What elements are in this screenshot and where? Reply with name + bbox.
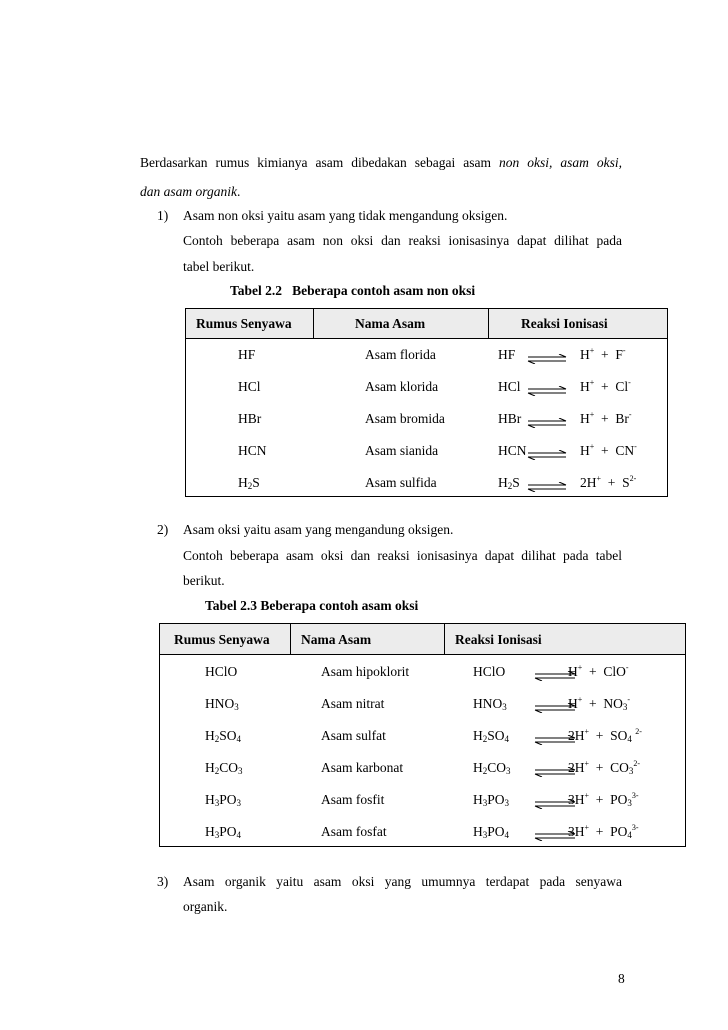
cell-name: Asam nitrat [321, 696, 385, 711]
item-3-line-1: Asam organik yaitu asam oksi yang umumnya terdapat pada senyawa [183, 874, 622, 889]
cell-formula: $H_3PO_3$ [205, 792, 242, 808]
cell-name: Asam sianida [365, 443, 439, 458]
item-3-line-2: organik. [183, 899, 228, 914]
cell-lhs: HF [498, 347, 516, 362]
cell-formula: HBr [238, 411, 262, 426]
item-1-text: Asam non oksi yaitu asam yang tidak mengandung oksigen. [183, 208, 508, 223]
cell-lhs: $H_3PO_3$ [473, 792, 510, 808]
cell-formula: $H_2S$ [238, 475, 260, 491]
header-reaksi-ionisasi: Reaksi Ionisasi [455, 632, 542, 647]
table-oksi [159, 623, 686, 847]
cell-rhs: H+ + Cl- [580, 378, 631, 394]
cell-formula: $H_2SO_4$ [205, 728, 242, 744]
table-2-3-title: Tabel 2.3 Beberapa contoh asam oksi [205, 598, 419, 613]
header-nama-asam: Nama Asam [301, 632, 372, 647]
cell-rhs: H+ + ClO- [568, 663, 629, 679]
cell-rhs: $3H^+ + PO_4^{3-}$ [568, 823, 639, 840]
cell-formula: $H_3PO_4$ [205, 824, 242, 840]
cell-name: Asam karbonat [321, 760, 404, 775]
header-nama-asam: Nama Asam [355, 316, 426, 331]
cell-formula: $HNO_3$ [205, 696, 239, 712]
cell-lhs: $H_2SO_4$ [473, 728, 510, 744]
cell-name: Asam fosfit [321, 792, 385, 807]
column-divider [488, 309, 489, 338]
item-2-desc-line-1: Contoh beberapa asam oksi dan reaksi ionisasinya dapat dilihat pada tabel [183, 548, 622, 563]
table-header [160, 624, 685, 655]
equilibrium-arrow [526, 480, 568, 496]
cell-lhs: HCl [498, 379, 521, 394]
table-non-oksi [185, 308, 668, 497]
cell-lhs: $H_2S$ [498, 475, 520, 491]
cell-name: Asam hipoklorit [321, 664, 410, 679]
item-2-desc-line-2: berikut. [183, 573, 225, 588]
equilibrium-arrow [526, 448, 568, 464]
intro-line-2 [140, 184, 240, 200]
cell-formula: HF [238, 347, 256, 362]
header-reaksi-ionisasi: Reaksi Ionisasi [521, 316, 608, 331]
cell-lhs: HCN [498, 443, 527, 458]
cell-rhs: $2H^+ + CO_3^{2-}$ [568, 759, 641, 776]
cell-name: Asam bromida [365, 411, 445, 426]
header-rumus-senyawa: Rumus Senyawa [174, 632, 270, 647]
cell-rhs: $3H^+ + PO_3^{3-}$ [568, 791, 639, 808]
cell-name: Asam fosfat [321, 824, 387, 839]
table-header [186, 309, 667, 339]
cell-formula: $H_2CO_3$ [205, 760, 243, 776]
header-rumus-senyawa: Rumus Senyawa [196, 316, 292, 331]
item-3-number: 3) [157, 874, 169, 889]
column-divider [444, 624, 445, 654]
item-1-desc-line-2: tabel berikut. [183, 259, 255, 274]
cell-lhs: $H_3PO_4$ [473, 824, 510, 840]
intro-text: Berdasarkan rumus kimianya asam dibedakan sebagai asam [140, 155, 491, 170]
cell-lhs: $H_2CO_3$ [473, 760, 511, 776]
cell-formula: HCN [238, 443, 267, 458]
cell-name: Asam sulfat [321, 728, 386, 743]
cell-rhs: $2H^+ + S^{2-}$ [580, 474, 637, 490]
equilibrium-arrow [526, 384, 568, 400]
cell-rhs: $H^+ + NO_3^-$ [568, 695, 631, 712]
intro-italic-organic: dan asam organik [140, 184, 237, 199]
intro-italic-terms: non oksi, asam oksi, [498, 155, 622, 170]
intro-line-1 [140, 155, 622, 171]
item-2-number: 2) [157, 522, 169, 537]
cell-name: Asam sulfida [365, 475, 437, 490]
cell-name: Asam florida [365, 347, 436, 362]
cell-lhs: HClO [473, 664, 506, 679]
intro-period: . [237, 184, 241, 199]
cell-rhs: H+ + F- [580, 346, 626, 362]
equilibrium-arrow [526, 416, 568, 432]
cell-formula: HClO [205, 664, 238, 679]
cell-lhs: $HNO_3$ [473, 696, 507, 712]
cell-name: Asam klorida [365, 379, 439, 394]
cell-rhs: $2H^+ + SO_4$ $^{2-}$ [568, 727, 642, 744]
table-2-2-title: Tabel 2.2 Beberapa contoh asam non oksi [230, 283, 476, 298]
equilibrium-arrow [526, 352, 568, 368]
column-divider [313, 309, 314, 338]
column-divider [290, 624, 291, 654]
item-2-text: Asam oksi yaitu asam yang mengandung oksigen. [183, 522, 454, 537]
cell-formula: HCl [238, 379, 261, 394]
cell-rhs: H+ + Br- [580, 410, 632, 426]
cell-rhs: H+ + CN- [580, 442, 637, 458]
item-1-desc-line-1: Contoh beberapa asam non oksi dan reaksi ionisasinya dapat dilihat pada [183, 233, 622, 248]
page-number: 8 [618, 971, 625, 986]
cell-lhs: HBr [498, 411, 522, 426]
item-1-number: 1) [157, 208, 169, 223]
